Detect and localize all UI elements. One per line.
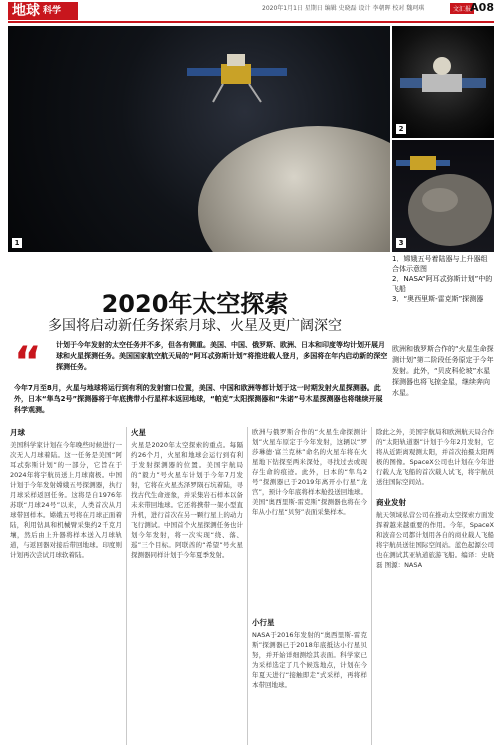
- article-lead: 计划于今年发射的太空任务并不多，但各有侧重。美国、中国、俄罗斯、欧洲、日本和印度等均计划开展月球和火星探测任务。美国国家航空航天局的“阿耳忒弥斯计划”将推进载人登月，多国将在年内启动新的深空探测任务。: [56, 341, 388, 371]
- column-divider: [371, 427, 372, 745]
- image-captions: [392, 254, 494, 304]
- image-spacecraft: [392, 26, 494, 138]
- column-body-3: 欧洲与俄罗斯合作的“火星生命探测计划”火星车原定于今年发射，这辆以“罗莎琳德·富兰克林”命名的火星车将在火星地下钻探至两米深处，寻找过去或现存生命的痕迹。此外，日本的“隼鸟2号”探测器已于2019年离开小行星“龙宫”，预计今年底将样本舱投送回地球。美国“奥西里斯-雷克斯”探测器也将在今年从小行星“贝努”表面采集样本。: [252, 428, 367, 516]
- column-body-1: 美国科学家计划在今年晚些时候进行一次无人月球着陆。这一任务是美国“阿耳忒弥斯计划”的一部分，它旨在于2024年将宇航员送上月球南极。中国计划于今年发射嫦娥五号探测器，执行月球采样返回任务。这将是自1976年苏联“月球24号”以来，人类首次从月球带回样本。嫦娥五号将在月球正面着陆，利用钻具和机械臂采集约2千克月壤，然后由上升器将样本送入月球轨道，与返回器对接后带回地球。印度则计划再次尝试月球软着陆。: [10, 441, 122, 559]
- logo-subtext: 科学: [43, 6, 62, 16]
- page-number: A08: [470, 1, 494, 14]
- column-body-4: 除此之外，美国宇航局和欧洲航天局合作的“太阳轨道器”计划于今年2月发射，它将从近距离观测太阳，并首次拍摄太阳两极的图像。SpaceX公司也计划在今年进行载人龙飞船的首次载人试飞，将宇航员送往国际空间站。: [376, 428, 494, 486]
- article-lead-continued: 今年7月至8月，火星与地球将运行到有利的发射窗口位置，美国、中国和欧洲等都计划于这一时期发射火星探测器。此外，日本“隼鸟2号”探测器将于年底携带小行星样本返回地球，“帕克”太阳探测器和“朱诺”号木星探测器也将继续开展科学观测。: [14, 384, 383, 414]
- quote-mark-icon: “: [14, 337, 42, 386]
- figure-badge-3: 3: [396, 238, 406, 248]
- section-logo: [8, 2, 78, 20]
- figure-badge-1: 1: [12, 238, 22, 248]
- figure-badge-2: 2: [396, 124, 406, 134]
- column-heading-mars: 火星: [131, 428, 146, 437]
- column-divider: [126, 427, 127, 745]
- column-heading-asteroids: 小行星: [252, 618, 275, 627]
- column-heading-moon: 月球: [10, 428, 25, 437]
- caption-2: 2．NASA“阿耳忒弥斯计划”中的飞船: [392, 275, 493, 293]
- caption-3: 3．“奥西里斯-雷克斯”探测器: [392, 295, 484, 303]
- column-heading-commercial: 商业发射: [376, 498, 406, 507]
- hero-image-moon-lander: [8, 26, 390, 252]
- column-body-2: 火星是2020年太空探索的重点。每隔约26个月，火星和地球会运行到有利于发射探测器的位置。美国宇航局的“毅力”号火星车计划于今年7月发射，它将在火星杰泽罗陨石坑着陆，寻找古代生命迹象，并采集岩石样本以备未来带回地球。它还将携带一架小型直升机，进行首次在另一颗行星上的动力飞行测试。中国首个火星探测任务也计划今年发射，将一次实现“绕、落、巡”三个目标。阿联酋的“希望”号火星探测器同样计划于今年夏季发射。: [131, 441, 243, 559]
- article-right-text: 欧洲和俄罗斯合作的“火星生命探测计划”第二阶段任务原定于今年发射。此外，“贝皮科伦坡”水星探测器也将飞掠金星，继续奔向水星。: [392, 345, 494, 397]
- article-subtitle: 多国将启动新任务探索月球、火星及更广阔深空: [48, 318, 342, 334]
- moon-surface-shape: [198, 126, 390, 252]
- lander-illustration: [183, 46, 293, 106]
- image-asteroid: [392, 140, 494, 252]
- side-images: [392, 26, 494, 252]
- caption-1: 1．嫦娥五号着陆器与上升器组合体示意图: [392, 255, 488, 273]
- page-header: [0, 0, 500, 24]
- header-info: 2020年1月1日 星期日 编辑 史晓磊 设计 李朝晖 校对 魏珂琪: [262, 5, 425, 12]
- column-body-3b: NASA于2016年发射的“奥西里斯-雷克斯”探测器已于2018年底抵达小行星贝努，并开始详细测绘其表面。科学家已为采样选定了几个候选地点，计划在今年夏天进行“接触即走”式采样，再将样本带回地球。: [252, 631, 367, 689]
- header-rule: [8, 21, 494, 23]
- spacecraft-illustration: [392, 26, 494, 138]
- column-body-4b: 航天领域私营公司在推动太空探索方面发挥着越来越重要的作用。今年，SpaceX和波音公司都计划用各自的商业载人飞船将宇航员送往国际空间站。蓝色起源公司也在测试其亚轨道旅游飞船。编译：史晓磊 图源：NASA: [376, 511, 494, 569]
- column-divider: [247, 427, 248, 745]
- asteroid-illustration: [392, 140, 494, 252]
- logo-text: 地球: [12, 3, 40, 19]
- article-title: 2020年太空探索: [101, 290, 289, 318]
- header-tag: 文汇报: [450, 3, 474, 14]
